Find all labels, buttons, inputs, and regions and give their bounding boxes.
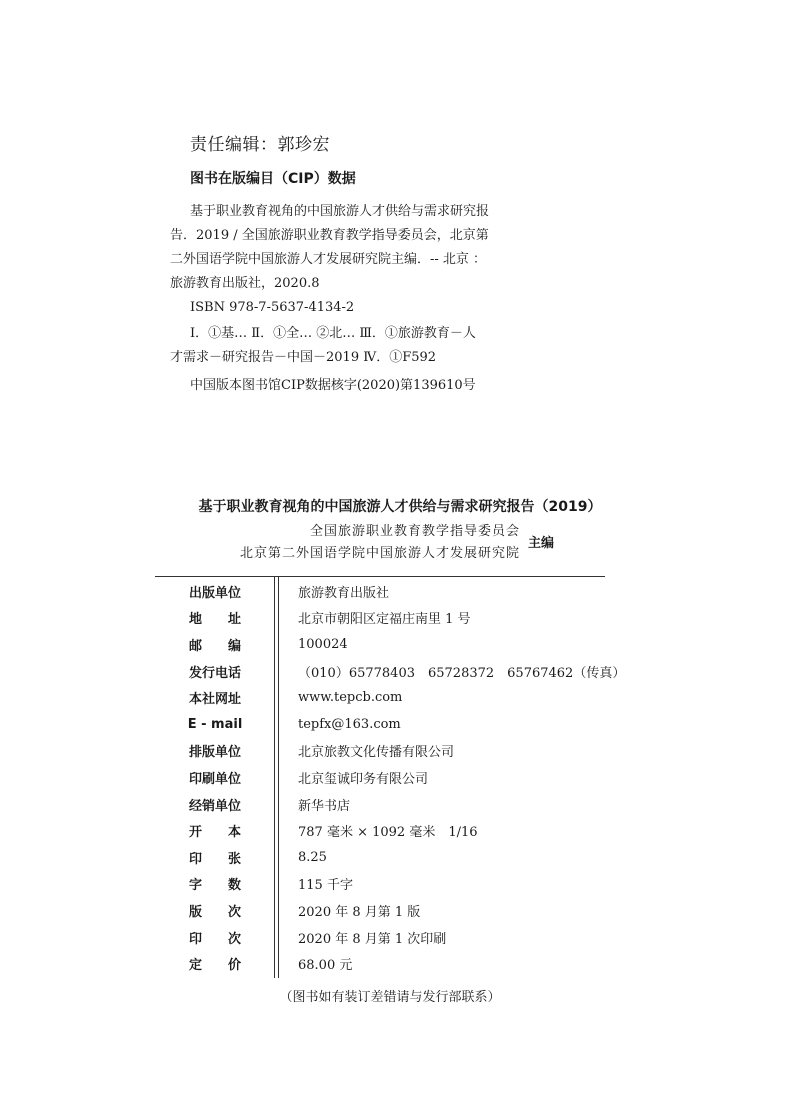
table-row	[165, 871, 625, 898]
table-row	[165, 578, 625, 605]
table-row	[165, 844, 625, 871]
table-row	[165, 631, 625, 658]
row-label: 印 次	[188, 931, 241, 947]
row-value: 北京玺诚印务有限公司	[298, 771, 429, 787]
row-value: 北京旅教文化传播有限公司	[298, 745, 455, 761]
table-row	[165, 791, 625, 818]
row-value: 787 毫米 × 1092 毫米 1/16	[298, 825, 478, 841]
table-row	[165, 950, 625, 977]
row-value: 115 千字	[298, 878, 353, 894]
row-value: 北京市朝阳区定福庄南里 1 号	[298, 612, 471, 628]
row-value: （010）65778403 65728372 65767462（传真）	[298, 665, 626, 681]
cip-line: 旅游教育出版社，2020.8	[170, 276, 320, 291]
row-label: 发行电话	[188, 665, 241, 681]
row-label: 开 本	[188, 825, 241, 841]
table-row	[165, 711, 625, 738]
book-title: 基于职业教育视角的中国旅游人才供给与需求研究报告（2019）	[198, 499, 602, 515]
cip-classification: 才需求－研究报告－中国－2019 Ⅳ．①F592	[170, 350, 437, 365]
row-label: 本社网址	[188, 692, 241, 708]
row-value: 100024	[298, 636, 348, 652]
editor-name: 北京第二外国语学院中国旅游人才发展研究院	[239, 546, 520, 561]
row-value: 68.00 元	[298, 958, 353, 974]
publication-table	[165, 578, 625, 977]
row-label: E - mail	[187, 716, 243, 732]
row-label: 印 张	[188, 851, 241, 867]
row-label: 经销单位	[188, 798, 241, 814]
table-row	[165, 764, 625, 791]
table-row	[165, 924, 625, 951]
row-label: 定 价	[188, 958, 241, 974]
table-row	[165, 658, 625, 685]
row-value: tepfx@163.com	[298, 716, 401, 732]
table-row	[165, 684, 625, 711]
editor-name: 全国旅游职业教育教学指导委员会	[309, 524, 520, 539]
table-row	[165, 817, 625, 844]
cip-line: 基于职业教育视角的中国旅游人才供给与需求研究报	[190, 204, 490, 219]
cip-title: 图书在版编目（CIP）数据	[190, 171, 356, 187]
editor-role: 主编	[528, 536, 555, 551]
editors	[220, 521, 520, 565]
row-value: www.tepcb.com	[298, 690, 403, 706]
responsible-editor: 责任编辑：郭珍宏	[190, 135, 330, 155]
cip-number: 中国版本图书馆CIP数据核字(2020)第139610号	[190, 378, 476, 393]
cip-line: 告．2019 / 全国旅游职业教育教学指导委员会，北京第	[170, 228, 489, 243]
row-label: 排版单位	[188, 745, 241, 761]
row-label: 地 址	[188, 612, 241, 628]
row-value: 2020 年 8 月第 1 版	[298, 904, 421, 920]
cip-isbn: ISBN 978-7-5637-4134-2	[190, 300, 355, 315]
table-row	[165, 738, 625, 765]
row-label: 版 次	[188, 904, 241, 920]
cip-classification: Ⅰ．①基… Ⅱ．①全… ②北… Ⅲ．①旅游教育－人	[190, 326, 476, 341]
row-value: 8.25	[298, 849, 327, 865]
row-label: 出版单位	[188, 585, 241, 601]
row-label: 邮 编	[188, 638, 241, 654]
table-row	[165, 897, 625, 924]
table-top-rule	[155, 576, 605, 577]
footer-note: （图书如有装订差错请与发行部联系）	[279, 990, 501, 1005]
row-value: 新华书店	[298, 798, 351, 814]
table-row	[165, 605, 625, 632]
row-value: 2020 年 8 月第 1 次印刷	[298, 931, 447, 947]
row-value: 旅游教育出版社	[298, 585, 390, 601]
row-label: 印刷单位	[188, 771, 241, 787]
row-label: 字 数	[188, 878, 241, 894]
cip-line: 二外国语学院中国旅游人才发展研究院主编．-- 北京 ：	[170, 252, 487, 267]
